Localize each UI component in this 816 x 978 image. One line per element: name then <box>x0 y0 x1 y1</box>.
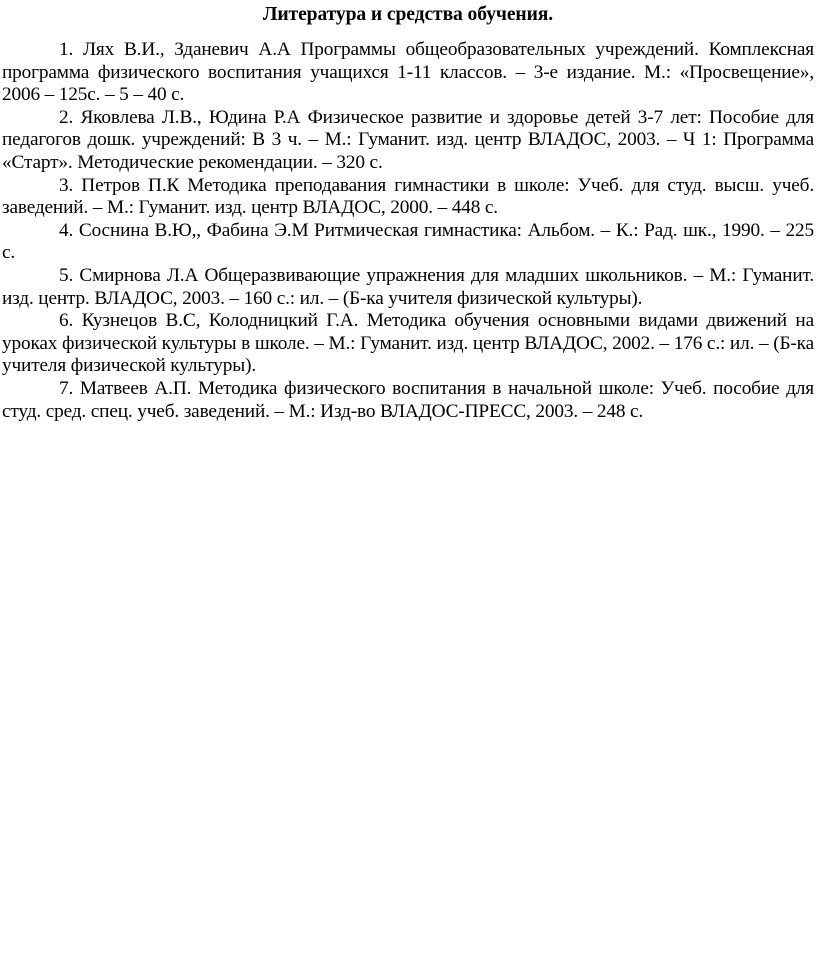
reference-text: Лях В.И., Зданевич А.А Программы общеобразовательных учреждений. Комплексная программа физического воспитания учащихся 1-11 классов. – 3-е издание. М.: «Просвещение», 2006 – 125с. – 5 – 40 с. <box>2 39 815 106</box>
reference-item-3 <box>2 175 814 220</box>
reference-item-2 <box>2 107 814 175</box>
reference-number: 1. <box>59 39 74 60</box>
reference-item-7 <box>2 378 814 423</box>
reference-number: 2. <box>59 106 74 128</box>
reference-number: 7. <box>59 377 74 399</box>
reference-item-6 <box>2 310 814 378</box>
reference-item-5 <box>2 265 814 310</box>
reference-text: Яковлева Л.В., Юдина Р.А Физическое развитие и здоровье детей 3-7 лет: Пособие для педагогов дошк. учреждений: В 3 ч. – М.: Гуманит. изд. центр ВЛАДОС, 2003. – Ч 1: Программа «Старт». Методические рекомендации. – 320 с. <box>2 106 815 173</box>
reference-item-4 <box>2 220 814 265</box>
reference-text: Кузнецов В.С, Колодницкий Г.А. Методика обучения основными видами движений на уроках физической культуры в школе. – М.: Гуманит. изд. центр ВЛАДОС, 2002. – 176 с.: ил. – (Б-ка учителя физической культуры). <box>2 310 814 377</box>
reference-list <box>2 39 814 423</box>
reference-item-1 <box>2 39 814 107</box>
reference-number: 3. <box>59 174 74 196</box>
reference-text: Соснина В.Ю,, Фабина Э.М Ритмическая гимнастика: Альбом. – К.: Рад. шк., 1990. – 225 с. <box>2 219 814 264</box>
reference-number: 6. <box>59 310 74 332</box>
page-title: Литература и средства обучения. <box>262 4 554 25</box>
reference-number: 5. <box>59 264 74 286</box>
reference-number: 4. <box>59 219 74 241</box>
reference-text: Матвеев А.П. Методика физического воспитания в начальной школе: Учеб. пособие для студ. сред. спец. учеб. заведений. – М.: Изд-во ВЛАДОС-ПРЕСС, 2003. – 248 с. <box>2 377 814 422</box>
reference-text: Смирнова Л.А Общеразвивающие упражнения для младших школьников. – М.: Гуманит. изд. центр. ВЛАДОС, 2003. – 160 с.: ил. – (Б-ка учителя физической культуры). <box>2 264 814 309</box>
reference-text: Петров П.К Методика преподавания гимнастики в школе: Учеб. для студ. высш. учеб. заведений. – М.: Гуманит. изд. центр ВЛАДОС, 2000. – 448 с. <box>2 174 814 219</box>
